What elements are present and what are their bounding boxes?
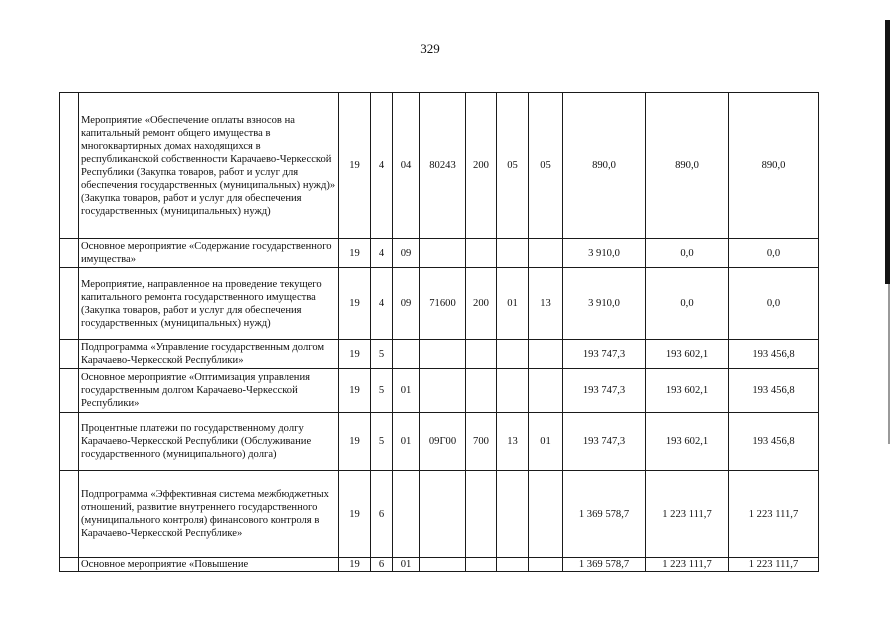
code-expense-type: 200 xyxy=(466,93,497,239)
amount-year-2: 193 602,1 xyxy=(646,369,729,413)
code-subprogram: 6 xyxy=(371,471,393,558)
code-subprogram: 5 xyxy=(371,340,393,369)
item-name: Мероприятие «Обеспечение оплаты взносов на капитальный ремонт общего имущества в многоквартирных домах находящихся в республиканской собственности Карачаево-Черкесской Республики (Закупка товаров, работ и услуг для обеспечения государственных (муниципальных) нужд)» (Закупка товаров, работ и услуг для обеспечения государственных (муниципальных) нужд) xyxy=(79,93,339,239)
table-row xyxy=(60,558,819,572)
amount-year-2: 193 602,1 xyxy=(646,340,729,369)
amount-year-2: 193 602,1 xyxy=(646,413,729,471)
code-subprogram: 4 xyxy=(371,268,393,340)
table-row xyxy=(60,340,819,369)
code-program: 19 xyxy=(339,340,371,369)
amount-year-3: 1 223 111,7 xyxy=(729,558,819,572)
code-expense-type: 700 xyxy=(466,413,497,471)
scan-edge-faint xyxy=(888,284,890,444)
code-expense-type xyxy=(466,369,497,413)
code-expense-type xyxy=(466,471,497,558)
code-subsection xyxy=(529,558,563,572)
code-event: 01 xyxy=(393,413,420,471)
code-direction xyxy=(420,558,466,572)
amount-year-1: 193 747,3 xyxy=(563,369,646,413)
code-program: 19 xyxy=(339,93,371,239)
item-name: Подпрограмма «Эффективная система межбюджетных отношений, развитие внутреннего государственного (муниципального контроля) финансового контроля в Карачаево-Черкесской Республике» xyxy=(79,471,339,558)
index-cell xyxy=(60,268,79,340)
code-subsection: 01 xyxy=(529,413,563,471)
amount-year-3: 890,0 xyxy=(729,93,819,239)
amount-year-3: 0,0 xyxy=(729,268,819,340)
amount-year-2: 1 223 111,7 xyxy=(646,558,729,572)
code-direction xyxy=(420,239,466,268)
code-direction xyxy=(420,369,466,413)
amount-year-1: 890,0 xyxy=(563,93,646,239)
code-expense-type xyxy=(466,558,497,572)
amount-year-1: 1 369 578,7 xyxy=(563,558,646,572)
code-section: 05 xyxy=(497,93,529,239)
code-subprogram: 4 xyxy=(371,93,393,239)
code-event: 09 xyxy=(393,239,420,268)
code-section xyxy=(497,558,529,572)
table-row xyxy=(60,239,819,268)
index-cell xyxy=(60,93,79,239)
amount-year-2: 1 223 111,7 xyxy=(646,471,729,558)
code-subprogram: 4 xyxy=(371,239,393,268)
amount-year-3: 0,0 xyxy=(729,239,819,268)
table-row xyxy=(60,268,819,340)
code-event: 01 xyxy=(393,369,420,413)
amount-year-2: 890,0 xyxy=(646,93,729,239)
amount-year-1: 1 369 578,7 xyxy=(563,471,646,558)
code-expense-type xyxy=(466,340,497,369)
budget-table xyxy=(59,92,819,572)
code-section: 01 xyxy=(497,268,529,340)
page-number: 329 xyxy=(420,41,440,56)
amount-year-3: 1 223 111,7 xyxy=(729,471,819,558)
code-section xyxy=(497,471,529,558)
code-subprogram: 6 xyxy=(371,558,393,572)
item-name: Подпрограмма «Управление государственным долгом Карачаево-Черкесской Республики» xyxy=(79,340,339,369)
code-section xyxy=(497,239,529,268)
table-row xyxy=(60,413,819,471)
amount-year-1: 193 747,3 xyxy=(563,340,646,369)
amount-year-3: 193 456,8 xyxy=(729,413,819,471)
code-subprogram: 5 xyxy=(371,369,393,413)
code-direction xyxy=(420,340,466,369)
code-program: 19 xyxy=(339,558,371,572)
amount-year-1: 193 747,3 xyxy=(563,413,646,471)
amount-year-2: 0,0 xyxy=(646,239,729,268)
table-row xyxy=(60,369,819,413)
code-program: 19 xyxy=(339,369,371,413)
amount-year-2: 0,0 xyxy=(646,268,729,340)
amount-year-3: 193 456,8 xyxy=(729,369,819,413)
code-section: 13 xyxy=(497,413,529,471)
code-subsection xyxy=(529,369,563,413)
item-name: Основное мероприятие «Содержание государственного имущества» xyxy=(79,239,339,268)
code-event xyxy=(393,340,420,369)
amount-year-1: 3 910,0 xyxy=(563,239,646,268)
code-section xyxy=(497,369,529,413)
code-program: 19 xyxy=(339,413,371,471)
index-cell xyxy=(60,413,79,471)
table-row xyxy=(60,471,819,558)
code-direction: 80243 xyxy=(420,93,466,239)
code-subsection: 13 xyxy=(529,268,563,340)
code-expense-type xyxy=(466,239,497,268)
code-subsection: 05 xyxy=(529,93,563,239)
code-direction: 71600 xyxy=(420,268,466,340)
code-program: 19 xyxy=(339,268,371,340)
code-event: 04 xyxy=(393,93,420,239)
code-event xyxy=(393,471,420,558)
item-name: Основное мероприятие «Оптимизация управления государственным долгом Карачаево-Черкесской Республики» xyxy=(79,369,339,413)
code-subsection xyxy=(529,239,563,268)
index-cell xyxy=(60,239,79,268)
code-direction xyxy=(420,471,466,558)
code-program: 19 xyxy=(339,239,371,268)
scan-edge xyxy=(885,20,890,284)
item-name: Основное мероприятие «Повышение xyxy=(79,558,339,572)
code-subsection xyxy=(529,340,563,369)
index-cell xyxy=(60,369,79,413)
code-subsection xyxy=(529,471,563,558)
code-event: 09 xyxy=(393,268,420,340)
index-cell xyxy=(60,558,79,572)
index-cell xyxy=(60,340,79,369)
item-name: Процентные платежи по государственному долгу Карачаево-Черкесской Республики (Обслуживание государственного (муниципального) долга) xyxy=(79,413,339,471)
amount-year-3: 193 456,8 xyxy=(729,340,819,369)
code-direction: 09Г00 xyxy=(420,413,466,471)
amount-year-1: 3 910,0 xyxy=(563,268,646,340)
code-event: 01 xyxy=(393,558,420,572)
code-program: 19 xyxy=(339,471,371,558)
code-subprogram: 5 xyxy=(371,413,393,471)
table-row xyxy=(60,93,819,239)
index-cell xyxy=(60,471,79,558)
item-name: Мероприятие, направленное на проведение текущего капитального ремонта государственного имущества (Закупка товаров, работ и услуг для обеспечения государственных (муниципальных) нужд) xyxy=(79,268,339,340)
code-expense-type: 200 xyxy=(466,268,497,340)
code-section xyxy=(497,340,529,369)
